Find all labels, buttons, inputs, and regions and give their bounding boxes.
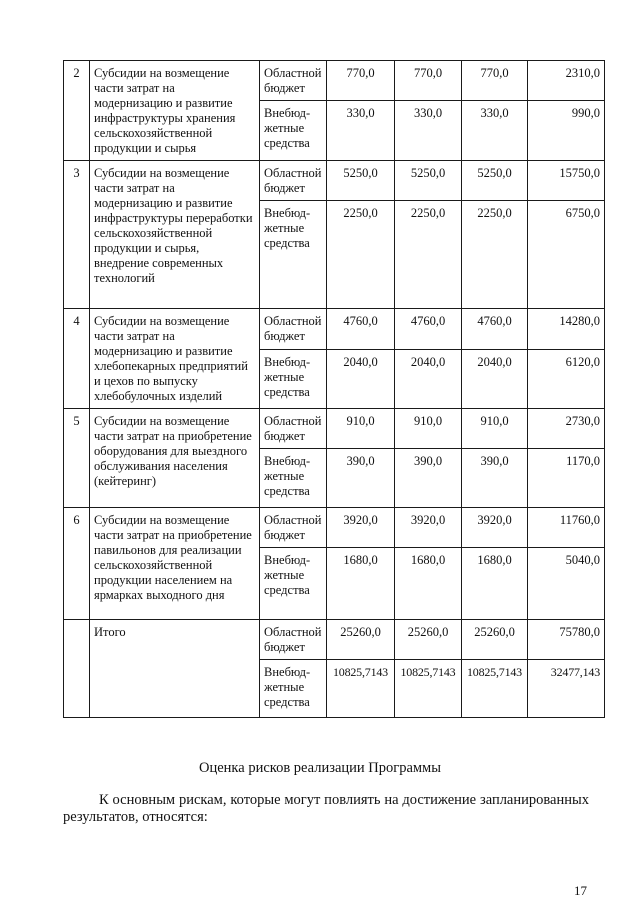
total-value: 11760,0 — [528, 508, 605, 548]
year2-value: 3920,0 — [395, 508, 462, 548]
year3-value: 2040,0 — [462, 349, 528, 408]
total-value: 2310,0 — [528, 61, 605, 101]
measure-description: Субсидии на возмещение части затрат на приобретение павильонов для реализации сельскохозяйственной продукции населением на ярмарках выходного дня — [90, 508, 260, 620]
total-label: Итого — [90, 620, 260, 718]
funding-source: Областной бюджет — [260, 161, 327, 201]
year2-value: 1680,0 — [395, 548, 462, 620]
table-row — [64, 409, 605, 449]
page-number: 17 — [574, 883, 587, 898]
funding-source: Областной бюджет — [260, 409, 327, 449]
year1-value: 10825,7143 — [327, 660, 395, 718]
year2-value: 4760,0 — [395, 309, 462, 350]
row-number: 3 — [64, 161, 90, 309]
table-row — [64, 620, 605, 660]
funding-source: Внебюд-жетные средства — [260, 201, 327, 309]
funding-source: Областной бюджет — [260, 620, 327, 660]
table-row — [64, 309, 605, 350]
year3-value: 910,0 — [462, 409, 528, 449]
year2-value: 390,0 — [395, 449, 462, 508]
section-title: Оценка рисков реализации Программы — [199, 760, 441, 776]
paragraph-line: результатов, относятся: — [63, 809, 208, 825]
year3-value: 2250,0 — [462, 201, 528, 309]
year3-value: 3920,0 — [462, 508, 528, 548]
year1-value: 25260,0 — [327, 620, 395, 660]
total-value: 1170,0 — [528, 449, 605, 508]
year1-value: 3920,0 — [327, 508, 395, 548]
year3-value: 330,0 — [462, 101, 528, 161]
year1-value: 770,0 — [327, 61, 395, 101]
year1-value: 390,0 — [327, 449, 395, 508]
measure-description: Субсидии на возмещение части затрат на приобретение оборудования для выездного обслуживания населения (кейтеринг) — [90, 409, 260, 508]
body-paragraph — [63, 792, 589, 826]
row-number: 2 — [64, 61, 90, 161]
funding-source: Областной бюджет — [260, 61, 327, 101]
year1-value: 910,0 — [327, 409, 395, 449]
year2-value: 2250,0 — [395, 201, 462, 309]
year3-value: 770,0 — [462, 61, 528, 101]
year3-value: 25260,0 — [462, 620, 528, 660]
row-number: 4 — [64, 309, 90, 409]
year2-value: 910,0 — [395, 409, 462, 449]
measure-description: Субсидии на возмещение части затрат на модернизацию и развитие инфраструктуры хранения сельскохозяйственной продукции и сырья — [90, 61, 260, 161]
year1-value: 2040,0 — [327, 349, 395, 408]
funding-source: Областной бюджет — [260, 309, 327, 350]
year2-value: 5250,0 — [395, 161, 462, 201]
year1-value: 5250,0 — [327, 161, 395, 201]
total-value: 5040,0 — [528, 548, 605, 620]
year1-value: 330,0 — [327, 101, 395, 161]
year1-value: 1680,0 — [327, 548, 395, 620]
row-number — [64, 620, 90, 718]
funding-source: Внебюд-жетные средства — [260, 548, 327, 620]
total-value: 990,0 — [528, 101, 605, 161]
measure-description: Субсидии на возмещение части затрат на модернизацию и развитие инфраструктуры переработки сельскохозяйственной продукции и сырья, внедрение современных технологий — [90, 161, 260, 309]
year1-value: 4760,0 — [327, 309, 395, 350]
total-value: 14280,0 — [528, 309, 605, 350]
year3-value: 390,0 — [462, 449, 528, 508]
total-value: 6750,0 — [528, 201, 605, 309]
year1-value: 2250,0 — [327, 201, 395, 309]
funding-source: Внебюд-жетные средства — [260, 101, 327, 161]
funding-source: Внебюд-жетные средства — [260, 449, 327, 508]
total-value: 75780,0 — [528, 620, 605, 660]
funding-source: Внебюд-жетные средства — [260, 349, 327, 408]
table-row — [64, 161, 605, 201]
year2-value: 2040,0 — [395, 349, 462, 408]
year2-value: 10825,7143 — [395, 660, 462, 718]
year3-value: 5250,0 — [462, 161, 528, 201]
year3-value: 1680,0 — [462, 548, 528, 620]
total-value: 2730,0 — [528, 409, 605, 449]
row-number: 5 — [64, 409, 90, 508]
funding-source: Внебюд-жетные средства — [260, 660, 327, 718]
row-number: 6 — [64, 508, 90, 620]
year2-value: 770,0 — [395, 61, 462, 101]
year2-value: 25260,0 — [395, 620, 462, 660]
table-row — [64, 61, 605, 101]
year3-value: 4760,0 — [462, 309, 528, 350]
funding-source: Областной бюджет — [260, 508, 327, 548]
budget-table — [63, 60, 605, 718]
paragraph-line: К основным рискам, которые могут повлиять на достижение запланированных — [99, 792, 589, 808]
total-value: 6120,0 — [528, 349, 605, 408]
year2-value: 330,0 — [395, 101, 462, 161]
total-value: 15750,0 — [528, 161, 605, 201]
measure-description: Субсидии на возмещение части затрат на модернизацию и развитие хлебопекарных предприятий и цехов по выпуску хлебобулочных изделий — [90, 309, 260, 409]
table-row — [64, 508, 605, 548]
total-value: 32477,143 — [528, 660, 605, 718]
year3-value: 10825,7143 — [462, 660, 528, 718]
